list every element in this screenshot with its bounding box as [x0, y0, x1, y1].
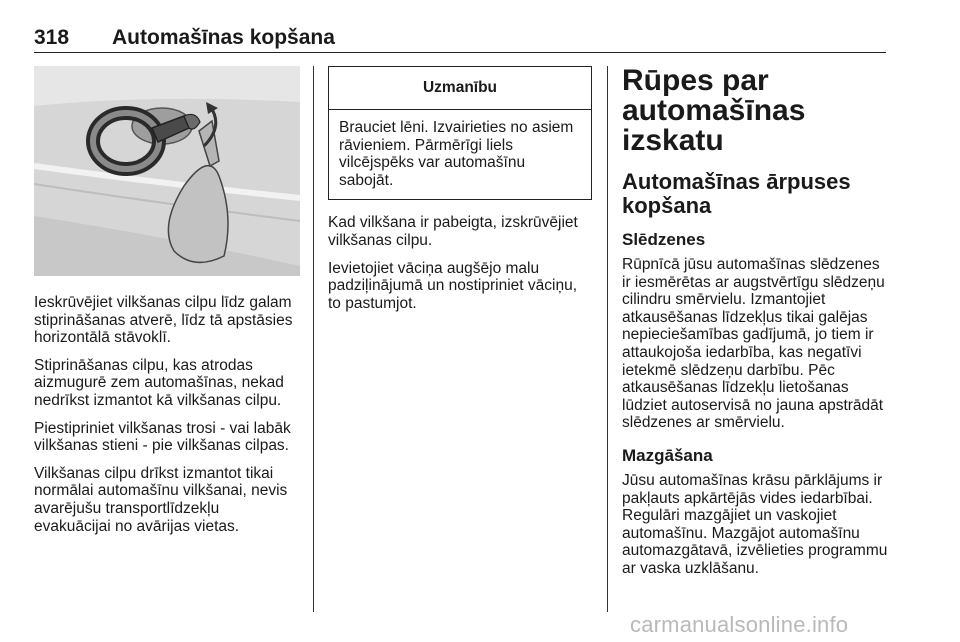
column-divider-left	[313, 66, 314, 612]
column-divider-right	[607, 66, 608, 612]
towing-eye-icon	[34, 66, 300, 276]
warning-title: Uzmanību	[329, 67, 591, 110]
section-heading: Rūpes par automašīnas izskatu	[622, 64, 806, 157]
paragraph: Ievietojiet vāciņa augšējo malu padziļinājumā un nostipriniet vāciņu, to pastumjot.	[328, 259, 578, 312]
topic-heading-locks: Slēdzenes	[622, 230, 706, 249]
subsection-heading: Automašīnas ārpuses kopšana	[622, 169, 851, 218]
column-left	[34, 66, 300, 545]
paragraph: Vilkšanas cilpu drīkst izmantot tikai normālai automašīnu vilkšanai, nevis avarējušu transportlīdzekļu evakuācijai no avārijas vietas.	[34, 464, 288, 535]
paragraph: Kad vilkšana ir pabeigta, izskrūvējiet vilkšanas cilpu.	[328, 214, 578, 249]
towing-eye-illustration	[34, 66, 300, 276]
topic-heading-washing: Mazgāšana	[622, 445, 713, 465]
paragraph: Stiprināšanas cilpu, kas atrodas aizmugurē zem automašīnas, nekad nedrīkst izmantot kā vilkšanas cilpu.	[34, 356, 284, 409]
paragraph: Ieskrūvējiet vilkšanas cilpu līdz galam stiprināšanas atverē, līdz tā apstāsies horizontālā stāvoklī.	[34, 294, 293, 347]
page-title: Automašīnas kopšana	[112, 26, 335, 49]
paragraph: Jūsu automašīnas krāsu pārklājums ir pakļauts apkārtējās vides iedarbībai. Regulāri mazgājiet un vaskojiet automašīnu. Mazgājot automašīnu automazgātavā, izvēlieties programmu ar vaska uzklāšanu.	[622, 471, 888, 577]
column-middle	[328, 66, 592, 322]
page-number: 318	[34, 26, 70, 49]
page-header	[34, 26, 886, 53]
watermark: carmanualsonline.info	[630, 612, 849, 637]
column-right	[622, 66, 888, 592]
warning-text: Brauciet lēni. Izvairieties no asiem rāvieniem. Pārmērīgi liels vilcējspēks var automašīnu sabojāt.	[339, 119, 574, 189]
paragraph: Rūpnīcā jūsu automašīnas slēdzenes ir iesmērētas ar augstvērtīgu slēdzeņu cilindru smērvielu. Izmantojiet atkausēšanas līdzekļus tikai galējas nepieciešamības gadījumā, jo tiem ir attaukojoša iedarbība, kas negatīvi ietekmē slēdzeņu darbību. Pēc atkausēšanas līdzekļu lietošanas lūdziet autoservisā no jauna apstrādāt slēdzenes ar smērvielu.	[622, 256, 885, 432]
warning-box	[328, 66, 592, 200]
paragraph: Piestipriniet vilkšanas trosi - vai labāk vilkšanas stieni - pie vilkšanas cilpas.	[34, 419, 291, 455]
